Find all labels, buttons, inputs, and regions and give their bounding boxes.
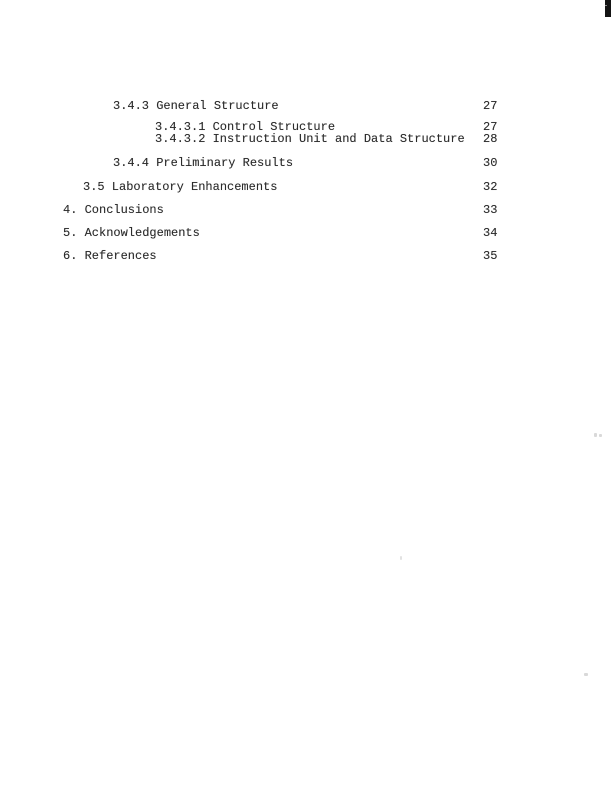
toc-entry-page: 30 [483, 156, 498, 170]
toc-entry-page: 35 [483, 249, 498, 263]
toc-entry-label: 4. Conclusions [63, 203, 164, 217]
toc-entry-label: 3.4.4 Preliminary Results [113, 156, 294, 170]
toc-entry-label: 3.4.3 General Structure [113, 99, 279, 113]
toc-entry-page: 28 [483, 132, 498, 146]
scan-speck [400, 556, 402, 560]
scan-binding-mark [605, 0, 611, 17]
toc-entry-label: 5. Acknowledgements [63, 226, 200, 240]
toc-entry-label: 3.4.3.1 Control Structure [155, 120, 336, 134]
toc-entry [0, 157, 612, 169]
toc-entry-page: 34 [483, 226, 498, 240]
scan-speck [584, 673, 588, 676]
toc-entry-page: 33 [483, 203, 498, 217]
toc-entry-label: 3.4.3.2 Instruction Unit and Data Structure [155, 132, 465, 146]
toc-entry [0, 204, 612, 216]
toc-entry-page: 27 [483, 99, 498, 113]
toc-entry [0, 181, 612, 193]
toc-entry-label: 6. References [63, 249, 157, 263]
toc-entry-label: 3.5 Laboratory Enhancements [83, 180, 278, 194]
toc-entry [0, 100, 612, 112]
toc-entry-page: 27 [483, 120, 498, 134]
toc-entry [0, 133, 612, 145]
toc-entry [0, 227, 612, 239]
toc-entry-page: 32 [483, 180, 498, 194]
toc-entry [0, 250, 612, 262]
scan-speck [599, 434, 602, 437]
scan-speck [594, 433, 597, 437]
